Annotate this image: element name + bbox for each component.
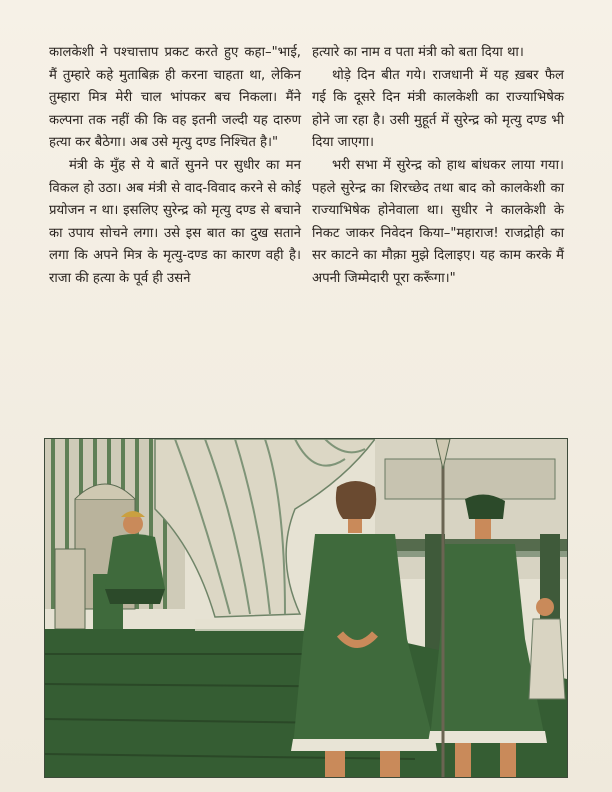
illustration-canvas	[45, 439, 567, 777]
paragraph: कालकेशी ने पश्चात्ताप प्रकट करते हुए कहा–"भाई, मैं तुम्हारे कहे मुताबिक़ ही करना चाहता था, लेकिन तुम्हारा मित्र मेरी चाल भांपकर बच निकला। मैंने कल्पना तक नहीं की कि वह इतनी जल्दी यह दारुण हत्या कर बैठेगा। अब उसे मृत्यु दण्ड निश्चित है।"	[49, 45, 301, 151]
paragraph: मंत्री के मुँह से ये बातें सुनने पर सुधीर का मन विकल हो उठा। अब मंत्री से वाद-विवाद करने से कोई प्रयोजन न था। इसलिए सुरेन्द्र को मृत्यु दण्ड से बचाने का उपाय सोचने लगा। उसे इस बात का दुख सताने लगा कि अपने मित्र के मृत्यु-दण्ड का कारण वही है। राजा की हत्या के पूर्व ही उसने	[49, 157, 301, 286]
text-column-left	[49, 42, 301, 291]
court-scene-illustration	[44, 438, 568, 778]
paragraph: थोड़े दिन बीत गये। राजधानी में यह ख़बर फैल गई कि दूसरे दिन मंत्री कालकेशी का राज्याभिषेक होने जा रहा है। उसी मुहूर्त में सुरेन्द्र को मृत्यु दण्ड भी दिया जाएगा।	[312, 67, 564, 151]
text-column-right	[312, 42, 564, 291]
paragraph: भरी सभा में सुरेन्द्र को हाथ बांधकर लाया गया। पहले सुरेन्द्र का शिरच्छेद तथा बाद को कालकेशी का राज्याभिषेक होनेवाला था। सुधीर ने कालकेशी के निकट जाकर निवेदन किया–"महाराज! राजद्रोही का सर काटने का मौक़ा मुझे दिलाइए। यह काम करके मैं अपनी जिम्मेदारी पूरा करूँगा।"	[312, 157, 564, 286]
paragraph: हत्यारे का नाम व पता मंत्री को बता दिया था।	[312, 45, 524, 60]
